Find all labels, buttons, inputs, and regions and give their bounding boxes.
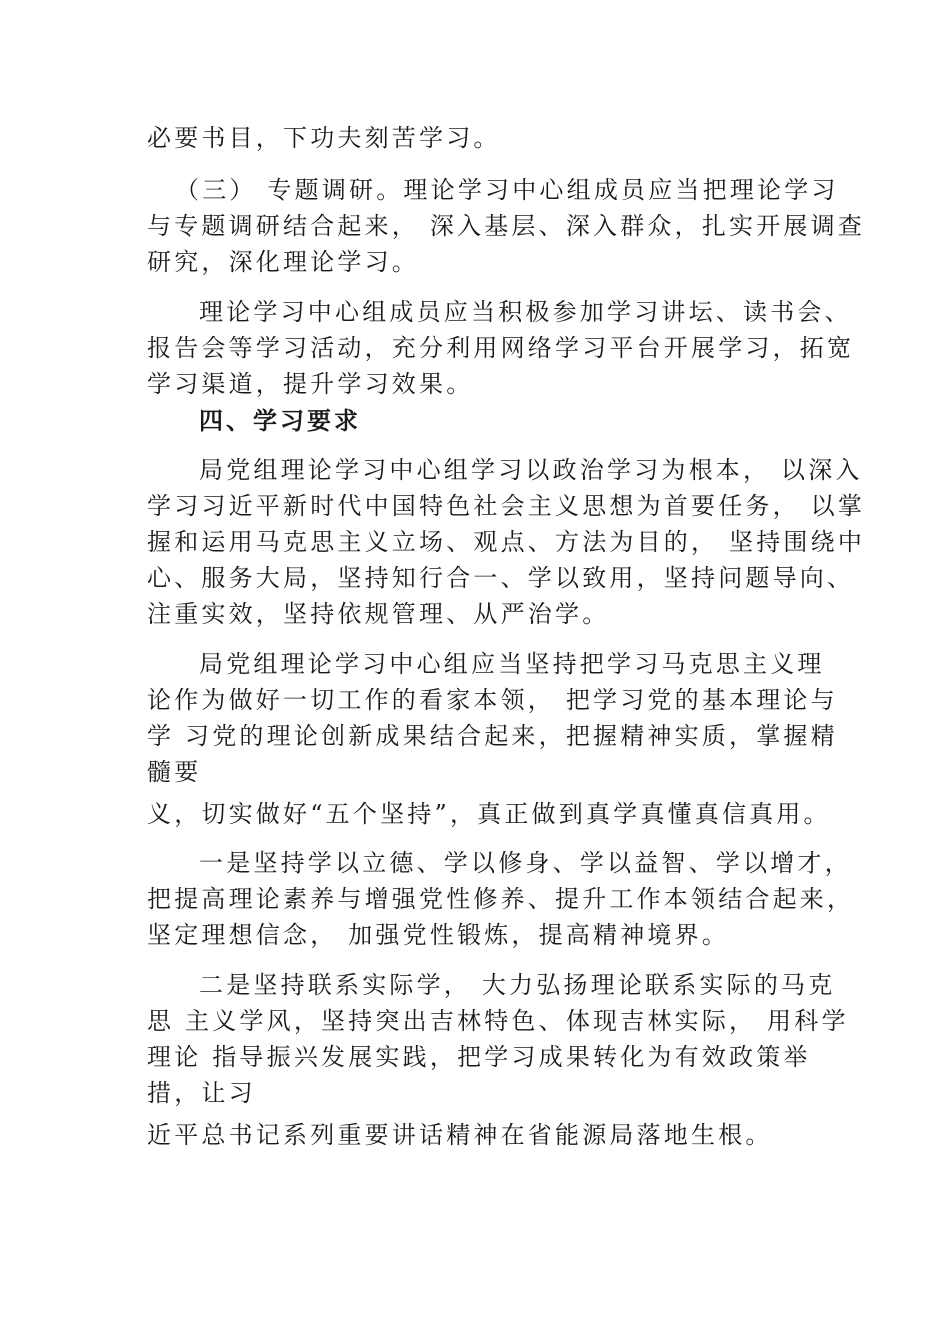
text-line-21: 坚定理想信念， 加强党性锻炼，提高精神境界。: [147, 921, 730, 949]
text-line-4: 研究，深化理论学习。: [147, 248, 419, 276]
text-line-19: 一是坚持学以立德、学以修身、学以益智、学以增才，: [199, 849, 852, 877]
text-line-2: （三） 专题调研。理论学习中心组成员应当把理论学习: [175, 176, 839, 204]
text-line-15: 论作为做好一切工作的看家本领， 把学习党的基本理论与: [147, 686, 838, 714]
text-line-18: 义，切实做好“五个坚持”，真正做到真学真懂真信真用。: [147, 800, 831, 828]
text-line-20: 把提高理论素养与增强党性修养、提升工作本领结合起来，: [147, 885, 855, 913]
text-line-13: 注重实效，坚持依规管理、从严治学。: [147, 600, 610, 628]
text-line-7: 学习渠道，提升学习效果。: [147, 370, 474, 398]
text-line-12: 心、服务大局，坚持知行合一、学以致用，坚持问题导向、: [147, 564, 855, 592]
text-line-24: 理论 指导振兴发展实践，把学习成果转化为有效政策举: [147, 1043, 811, 1071]
text-line-6: 报告会等学习活动，充分利用网络学习平台开展学习，拓宽: [147, 334, 855, 362]
text-line-17: 髓要: [147, 758, 202, 786]
text-line-10: 学习习近平新时代中国特色社会主义思想为首要任务， 以掌: [147, 492, 866, 520]
text-line-9: 局党组理论学习中心组学习以政治学习为根本， 以深入: [199, 456, 863, 484]
text-line-1: 必要书目，下功夫刻苦学习。: [147, 124, 501, 152]
text-line-5: 理论学习中心组成员应当积极参加学习讲坛、读书会、: [199, 298, 852, 326]
text-line-22: 二是坚持联系实际学， 大力弘扬理论联系实际的马克: [199, 971, 836, 999]
section-heading: 四、学习要求: [199, 406, 361, 435]
text-line-14: 局党组理论学习中心组应当坚持把学习马克思主义理: [199, 650, 825, 678]
text-line-25: 措，让习: [147, 1079, 256, 1107]
text-line-26: 近平总书记系列重要讲话精神在省能源局落地生根。: [147, 1121, 773, 1149]
text-line-16: 学 习党的理论创新成果结合起来，把握精神实质，掌握精: [147, 722, 838, 750]
text-line-3: 与专题调研结合起来， 深入基层、深入群众，扎实开展调查: [147, 212, 866, 240]
text-line-23: 思 主义学风，坚持突出吉林特色、体现吉林实际， 用科学: [147, 1007, 849, 1035]
text-line-11: 握和运用马克思主义立场、观点、方法为目的， 坚持围绕中: [147, 528, 866, 556]
